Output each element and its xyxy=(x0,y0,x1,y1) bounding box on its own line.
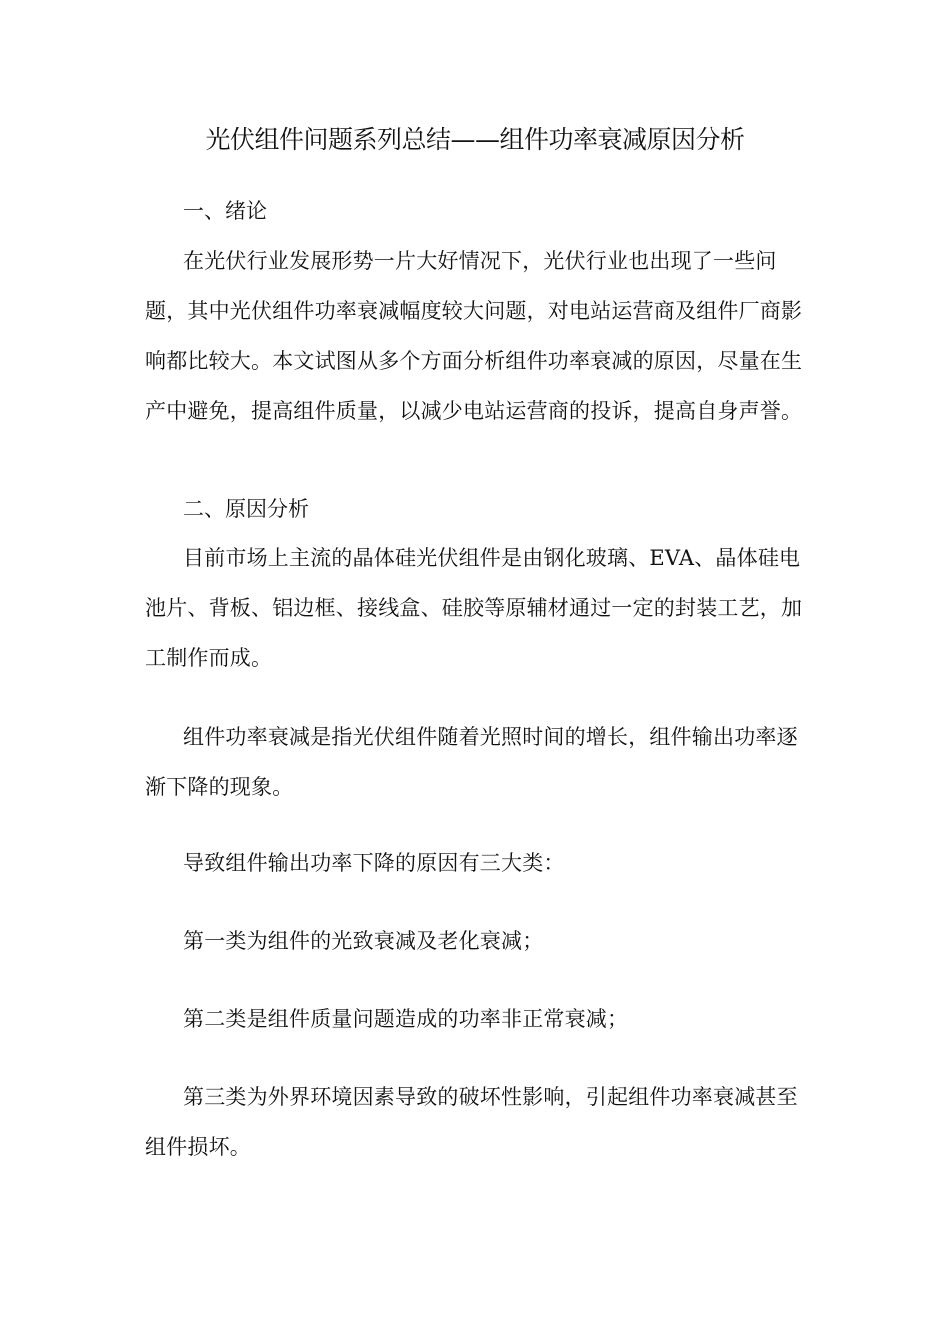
section-heading-cause-analysis: 二、原因分析 xyxy=(183,497,309,521)
section-heading-introduction: 一、绪论 xyxy=(183,199,267,223)
paragraph-cause-two: 第二类是组件质量问题造成的功率非正常衰减； xyxy=(183,1007,629,1031)
paragraph-three-causes-intro: 导致组件输出功率下降的原因有三大类： xyxy=(183,851,565,875)
paragraph-cause-three: 第三类为外界环境因素导致的破坏性影响，引起组件功率衰减甚至组件损坏。 xyxy=(145,1085,798,1159)
paragraph-module-composition: 目前市场上主流的晶体硅光伏组件是由钢化玻璃、EVA、晶体硅电池片、背板、铝边框、接线盒、硅胶等原辅材通过一定的封装工艺，加工制作而成。 xyxy=(145,546,803,670)
document-title: 光伏组件问题系列总结——组件功率衰减原因分析 xyxy=(205,125,745,154)
paragraph-introduction: 在光伏行业发展形势一片大好情况下，光伏行业也出现了一些问题，其中光伏组件功率衰减幅度较大问题，对电站运营商及组件厂商影响都比较大。本文试图从多个方面分析组件功率衰减的原因，尽量在生产中避免，提高组件质量，以减少电站运营商的投诉，提高自身声誉。 xyxy=(145,249,803,423)
paragraph-cause-one: 第一类为组件的光致衰减及老化衰减； xyxy=(183,929,544,953)
paragraph-power-decay-definition: 组件功率衰减是指光伏组件随着光照时间的增长，组件输出功率逐渐下降的现象。 xyxy=(145,725,798,799)
